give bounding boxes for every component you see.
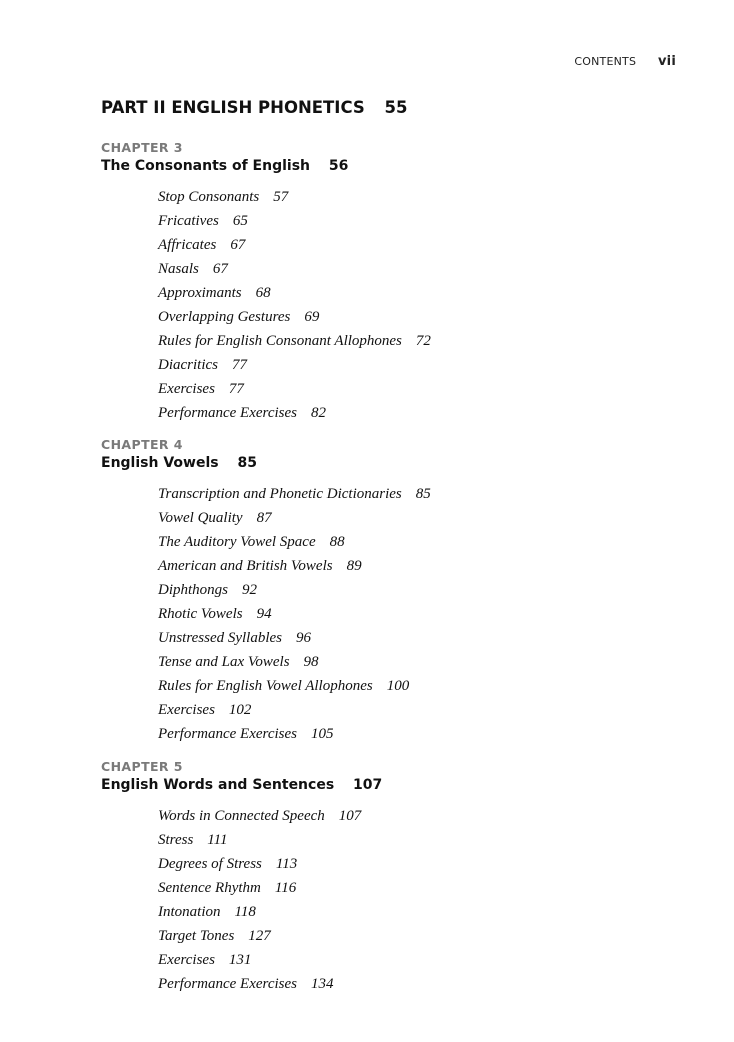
entry-page: 85: [415, 486, 431, 502]
toc-entry[interactable]: [158, 602, 661, 626]
entry-page: 127: [248, 928, 271, 944]
toc-entry[interactable]: [158, 828, 661, 852]
entry-page: 67: [212, 261, 228, 277]
entry-page: 88: [329, 534, 345, 550]
part-page: 55: [384, 98, 408, 117]
entry-title: Unstressed Syllables: [158, 630, 283, 646]
entry-page: 113: [275, 856, 298, 872]
entry-title: Stop Consonants: [158, 189, 260, 205]
toc-entry[interactable]: [158, 900, 661, 924]
entry-title: Degrees of Stress: [158, 856, 262, 872]
toc-entry[interactable]: [158, 185, 661, 209]
entry-title: Exercises: [158, 702, 215, 718]
toc-entry[interactable]: [158, 948, 661, 972]
entry-page: 69: [304, 309, 320, 325]
entry-page: 98: [303, 654, 319, 670]
toc-entry[interactable]: [158, 626, 661, 650]
entry-page: 68: [255, 285, 271, 301]
entry-title: American and British Vowels: [158, 558, 333, 574]
entry-title: Overlapping Gestures: [158, 309, 291, 325]
entry-title: Fricatives: [158, 213, 219, 229]
entry-page: 96: [296, 630, 312, 646]
entry-title: Diacritics: [158, 357, 218, 373]
toc-entry[interactable]: [158, 329, 661, 353]
chapter-label: CHAPTER 3: [101, 140, 183, 155]
chapter-page: 56: [328, 158, 349, 174]
entry-page: 57: [273, 189, 289, 205]
chapter-title: [101, 775, 661, 795]
entry-page: 111: [207, 832, 228, 848]
toc-entry[interactable]: [158, 972, 661, 996]
chapter-label: CHAPTER 5: [101, 759, 183, 774]
entry-page: 131: [228, 952, 252, 968]
chapter-entries: [158, 804, 661, 996]
entry-page: 94: [256, 606, 272, 622]
toc-entry[interactable]: [158, 233, 661, 257]
toc-entry[interactable]: [158, 209, 661, 233]
toc-entry[interactable]: [158, 281, 661, 305]
toc-entry[interactable]: [158, 353, 661, 377]
toc-entry[interactable]: [158, 722, 661, 746]
entry-page: 87: [256, 510, 272, 526]
toc-entry[interactable]: [158, 401, 661, 425]
entry-title: Rules for English Consonant Allophones: [158, 333, 402, 349]
entry-page: 102: [228, 702, 252, 718]
entry-title: Vowel Quality: [158, 510, 243, 526]
entry-page: 118: [234, 904, 256, 920]
entry-title: Rhotic Vowels: [158, 606, 243, 622]
page-number: vii: [658, 54, 676, 69]
toc-entry[interactable]: [158, 852, 661, 876]
entry-title: Sentence Rhythm: [158, 880, 261, 896]
entry-title: Diphthongs: [158, 582, 229, 598]
entry-page: 107: [338, 808, 362, 824]
chapter-entries: [158, 482, 661, 746]
entry-page: 100: [386, 678, 410, 694]
toc-entry[interactable]: [158, 377, 661, 401]
chapter-entries: [158, 185, 661, 425]
entry-page: 105: [310, 726, 334, 742]
chapter-title-text: English Vowels: [101, 455, 219, 471]
toc-entry[interactable]: [158, 506, 661, 530]
toc-entry[interactable]: [158, 578, 661, 602]
entry-title: Performance Exercises: [158, 976, 297, 992]
chapter-label: CHAPTER 4: [101, 437, 183, 452]
entry-title: Affricates: [158, 237, 217, 253]
entry-title: The Auditory Vowel Space: [158, 534, 316, 550]
chapter-title: [101, 156, 661, 176]
toc-entry[interactable]: [158, 305, 661, 329]
part-title: PART II ENGLISH PHONETICS: [101, 98, 365, 117]
toc-entry[interactable]: [158, 924, 661, 948]
entry-title: Approximants: [158, 285, 242, 301]
entry-title: Transcription and Phonetic Dictionaries: [158, 486, 402, 502]
entry-page: 65: [232, 213, 248, 229]
toc-entry[interactable]: [158, 554, 661, 578]
chapter-page: 107: [353, 777, 383, 793]
toc-entry[interactable]: [158, 698, 661, 722]
chapter-3: [101, 139, 661, 425]
entry-title: Words in Connected Speech: [158, 808, 325, 824]
toc-entry[interactable]: [158, 650, 661, 674]
entry-title: Nasals: [158, 261, 199, 277]
chapter-title-text: The Consonants of English: [101, 158, 311, 174]
entry-page: 82: [310, 405, 326, 421]
toc-entry[interactable]: [158, 482, 661, 506]
entry-title: Performance Exercises: [158, 405, 297, 421]
entry-title: Intonation: [158, 904, 221, 920]
entry-page: 72: [415, 333, 431, 349]
entry-page: 116: [274, 880, 297, 896]
chapter-5: [101, 758, 661, 996]
chapter-title: [101, 453, 661, 473]
entry-title: Exercises: [158, 381, 215, 397]
running-head-label: CONTENTS: [574, 55, 637, 68]
entry-page: 134: [310, 976, 334, 992]
entry-page: 92: [242, 582, 258, 598]
chapter-title-text: English Words and Sentences: [101, 777, 335, 793]
entry-page: 89: [346, 558, 362, 574]
entry-page: 77: [232, 357, 247, 373]
toc-entry[interactable]: [158, 876, 661, 900]
toc-entry[interactable]: [158, 674, 661, 698]
entry-page: 77: [228, 381, 244, 397]
toc-entry[interactable]: [158, 804, 661, 828]
entry-title: Performance Exercises: [158, 726, 297, 742]
entry-title: Stress: [158, 832, 194, 848]
toc-entry[interactable]: [158, 530, 661, 554]
entry-page: 67: [230, 237, 246, 253]
entry-title: Rules for English Vowel Allophones: [158, 678, 373, 694]
chapter-4: [101, 436, 661, 746]
entry-title: Target Tones: [158, 928, 235, 944]
running-head: [574, 54, 676, 69]
entry-title: Tense and Lax Vowels: [158, 654, 290, 670]
toc-entry[interactable]: [158, 257, 661, 281]
chapter-page: 85: [237, 455, 257, 471]
entry-title: Exercises: [158, 952, 215, 968]
part-heading: [101, 98, 407, 117]
